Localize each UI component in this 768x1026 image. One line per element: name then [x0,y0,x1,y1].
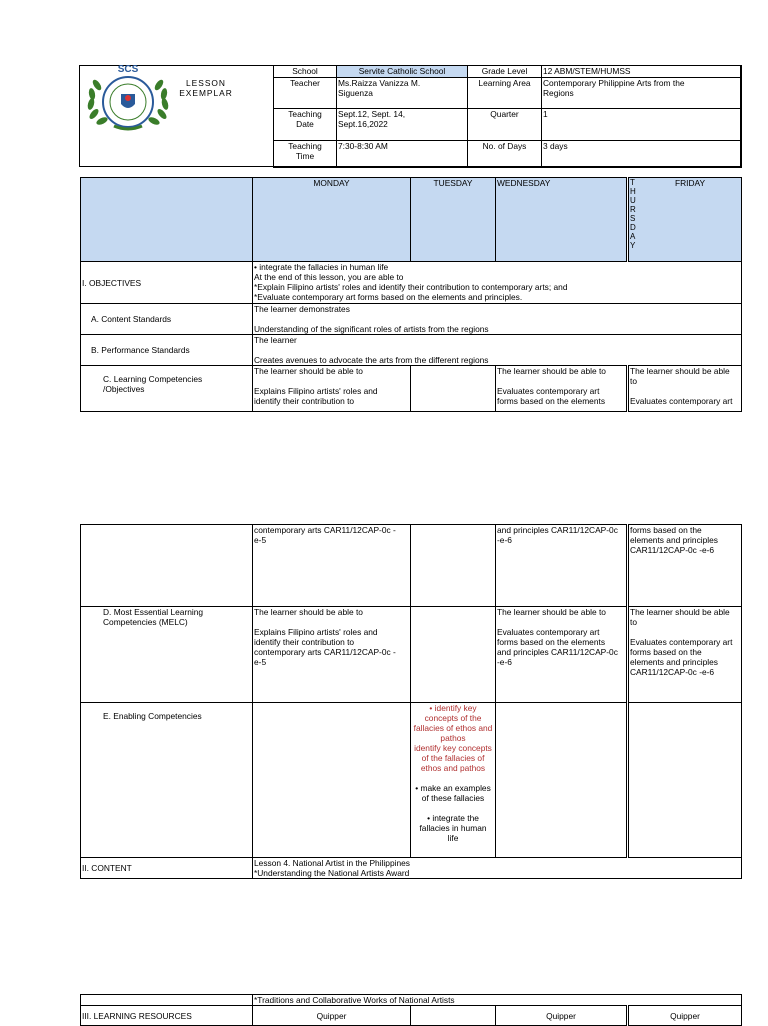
melc-mon-1: The learner should be able to [254,607,363,617]
content-line-1: Lesson 4. National Artist in the Philippines [254,858,410,868]
resources-tuesday [411,1006,496,1026]
cont-monday [253,525,411,607]
objectives-line-4: *Evaluate contemporary art forms based on the elements and principles. [254,292,523,302]
competencies-label [81,366,253,412]
enabling-blk-2: of these fallacies [421,793,485,803]
cont-wed-1: and principles CAR11/12CAP-0c [497,525,618,535]
enabling-tuesday [411,703,496,858]
enabling-red-1: • identify key [429,703,477,713]
thursday-letter: Y [630,241,636,250]
melc-label-1: D. Most Essential Learning [103,607,204,617]
area-value-2: Regions [543,88,574,98]
resources-friday: Quipper [628,1006,742,1026]
competencies-label-1: C. Learning Competencies [103,374,203,384]
thursday-letter: D [630,223,636,232]
melc-wed-3: forms based on the elements [497,637,606,647]
enabling-red-4: pathos [440,733,466,743]
enabling-monday [253,703,411,858]
competencies-friday [628,366,742,412]
grade-label: Grade Level [468,66,542,78]
teaching-time-label-2: Time [295,151,315,161]
header-info-table [273,65,742,168]
teaching-date-label [274,109,337,141]
enabling-red-6: of the fallacies of [421,753,485,763]
plan-table-2 [80,524,742,879]
quarter-value: 1 [542,109,742,141]
enabling-friday [628,703,742,858]
competencies-wed-1: The learner should be able to [497,366,606,376]
melc-monday [253,607,411,703]
enabling-red-2: concepts of the [424,713,482,723]
melc-friday [628,607,742,703]
school-label: School [274,66,337,78]
teaching-time-label-1: Teaching [288,141,322,151]
melc-mon-5: e-5 [254,657,267,667]
melc-tuesday [411,607,496,703]
days-label: No. of Days [468,141,542,168]
teaching-date-label-1: Teaching [288,109,322,119]
content-standards-text [253,304,742,335]
area-value [542,78,742,109]
cont-mon-1: contemporary arts CAR11/12CAP-0c - [254,525,396,535]
area-value-1: Contemporary Philippine Arts from the [543,78,685,88]
day-wednesday: WEDNESDAY [496,178,628,262]
quarter-label: Quarter [468,109,542,141]
melc-mon-3: identify their contribution to [254,637,355,647]
melc-wed-4: and principles CAR11/12CAP-0c [497,647,618,657]
thursday-letter: T [630,178,635,187]
day-thursday [630,178,638,250]
resources-label: III. LEARNING RESOURCES [81,1006,253,1026]
plan-table-1 [80,177,742,412]
cont-wednesday [496,525,628,607]
melc-wed-1: The learner should be able to [497,607,606,617]
competencies-fri-3: Evaluates contemporary art [630,396,733,406]
enabling-label: E. Enabling Competencies [81,703,253,858]
thursday-letter: R [630,205,636,214]
performance-standards-line-1: The learner [254,335,297,345]
melc-wednesday [496,607,628,703]
objectives-label: I. OBJECTIVES [81,262,253,304]
competencies-mon-2: Explains Filipino artists' roles and [254,386,378,396]
objectives-line-3: *Explain Filipino artists' roles and identify their contribution to contemporary arts; and [254,282,568,292]
objectives-text [253,262,742,304]
resources-wednesday: Quipper [496,1006,628,1026]
melc-fri-6: CAR11/12CAP-0c -e-6 [630,667,715,677]
melc-fri-5: elements and principles [630,657,718,667]
enabling-red-5: identify key concepts [414,743,492,753]
melc-wed-5: -e-6 [497,657,512,667]
day-friday: FRIDAY [674,178,706,188]
lesson-title-1: LESSON [186,78,226,88]
thursday-letter: S [630,214,636,223]
day-tuesday: TUESDAY [411,178,496,262]
performance-standards-label: B. Performance Standards [81,335,253,366]
enabling-blk-3: • integrate the [427,813,479,823]
content-line-3: *Traditions and Collaborative Works of National Artists [253,995,742,1006]
thursday-letter: A [630,232,636,241]
teacher-value-1: Ms.Raizza Vanizza M. [338,78,421,88]
cont-fri-1: forms based on the [630,525,702,535]
teacher-value [337,78,468,109]
teaching-time-label [274,141,337,168]
content-cont-label [81,995,253,1006]
objectives-line-1: • integrate the fallacies in human life [254,262,389,272]
melc-label-2: Competencies (MELC) [103,617,188,627]
competencies-wed-3: forms based on the elements [497,396,606,406]
competencies-label-2: /Objectives [103,384,145,394]
competencies-wednesday [496,366,628,412]
cont-friday [628,525,742,607]
teaching-time-value: 7:30-8:30 AM [337,141,468,168]
logo-text: SCS [117,64,139,75]
melc-mon-2: Explains Filipino artists' roles and [254,627,378,637]
school-logo [84,66,172,132]
enabling-blk-1: • make an examples [415,783,491,793]
days-header-blank [81,178,253,262]
melc-fri-4: forms based on the [630,647,702,657]
lesson-title-2: EXEMPLAR [179,88,233,98]
school-value: Servite Catholic School [337,66,468,78]
content-standards-line-2: Understanding of the significant roles of artists from the regions [254,324,489,334]
enabling-blk-4: fallacies in human [419,823,487,833]
plan-table-3 [80,994,742,1026]
cont-fri-2: elements and principles [630,535,718,545]
performance-standards-line-2: Creates avenues to advocate the arts from the different regions [254,355,489,365]
cont-label [81,525,253,607]
melc-fri-2: to [630,617,637,627]
day-monday: MONDAY [253,178,411,262]
content-standards-line-1: The learner demonstrates [254,304,350,314]
days-value: 3 days [542,141,742,168]
grade-value: 12 ABM/STEM/HUMSS [542,66,742,78]
content-line-2: *Understanding the National Artists Award [254,868,410,878]
melc-fri-1: The learner should be able [630,607,730,617]
enabling-red-7: ethos and pathos [420,763,486,773]
melc-mon-4: contemporary arts CAR11/12CAP-0c - [254,647,396,657]
day-thursday-friday [628,178,742,262]
teacher-value-2: Siguenza [338,88,373,98]
objectives-line-2: At the end of this lesson, you are able to [254,272,404,282]
thursday-letter: H [630,187,636,196]
content-text [253,858,742,879]
competencies-wed-2: Evaluates contemporary art [497,386,600,396]
resources-monday: Quipper [253,1006,411,1026]
competencies-mon-3: identify their contribution to [254,396,355,406]
competencies-fri-2: to [630,376,637,386]
competencies-tuesday [411,366,496,412]
enabling-blk-5: life [447,833,459,843]
teaching-date-label-2: Date [296,119,314,129]
thursday-letter: U [630,196,636,205]
enabling-wednesday [496,703,628,858]
cont-tuesday [411,525,496,607]
melc-wed-2: Evaluates contemporary art [497,627,600,637]
competencies-mon-1: The learner should be able to [254,366,363,376]
competencies-fri-1: The learner should be able [630,366,730,376]
content-standards-label: A. Content Standards [81,304,253,335]
competencies-monday [253,366,411,412]
area-label: Learning Area [468,78,542,109]
teaching-date-value [337,109,468,141]
teaching-date-value-1: Sept.12, Sept. 14, [338,109,406,119]
melc-fri-3: Evaluates contemporary art [630,637,733,647]
content-label: II. CONTENT [81,858,253,879]
cont-wed-2: -e-6 [497,535,512,545]
cont-mon-2: e-5 [254,535,267,545]
melc-label [81,607,253,703]
teaching-date-value-2: Sept.16,2022 [338,119,388,129]
cont-fri-3: CAR11/12CAP-0c -e-6 [630,545,715,555]
teacher-label: Teacher [274,78,337,109]
enabling-red-3: fallacies of ethos and [413,723,493,733]
performance-standards-text [253,335,742,366]
